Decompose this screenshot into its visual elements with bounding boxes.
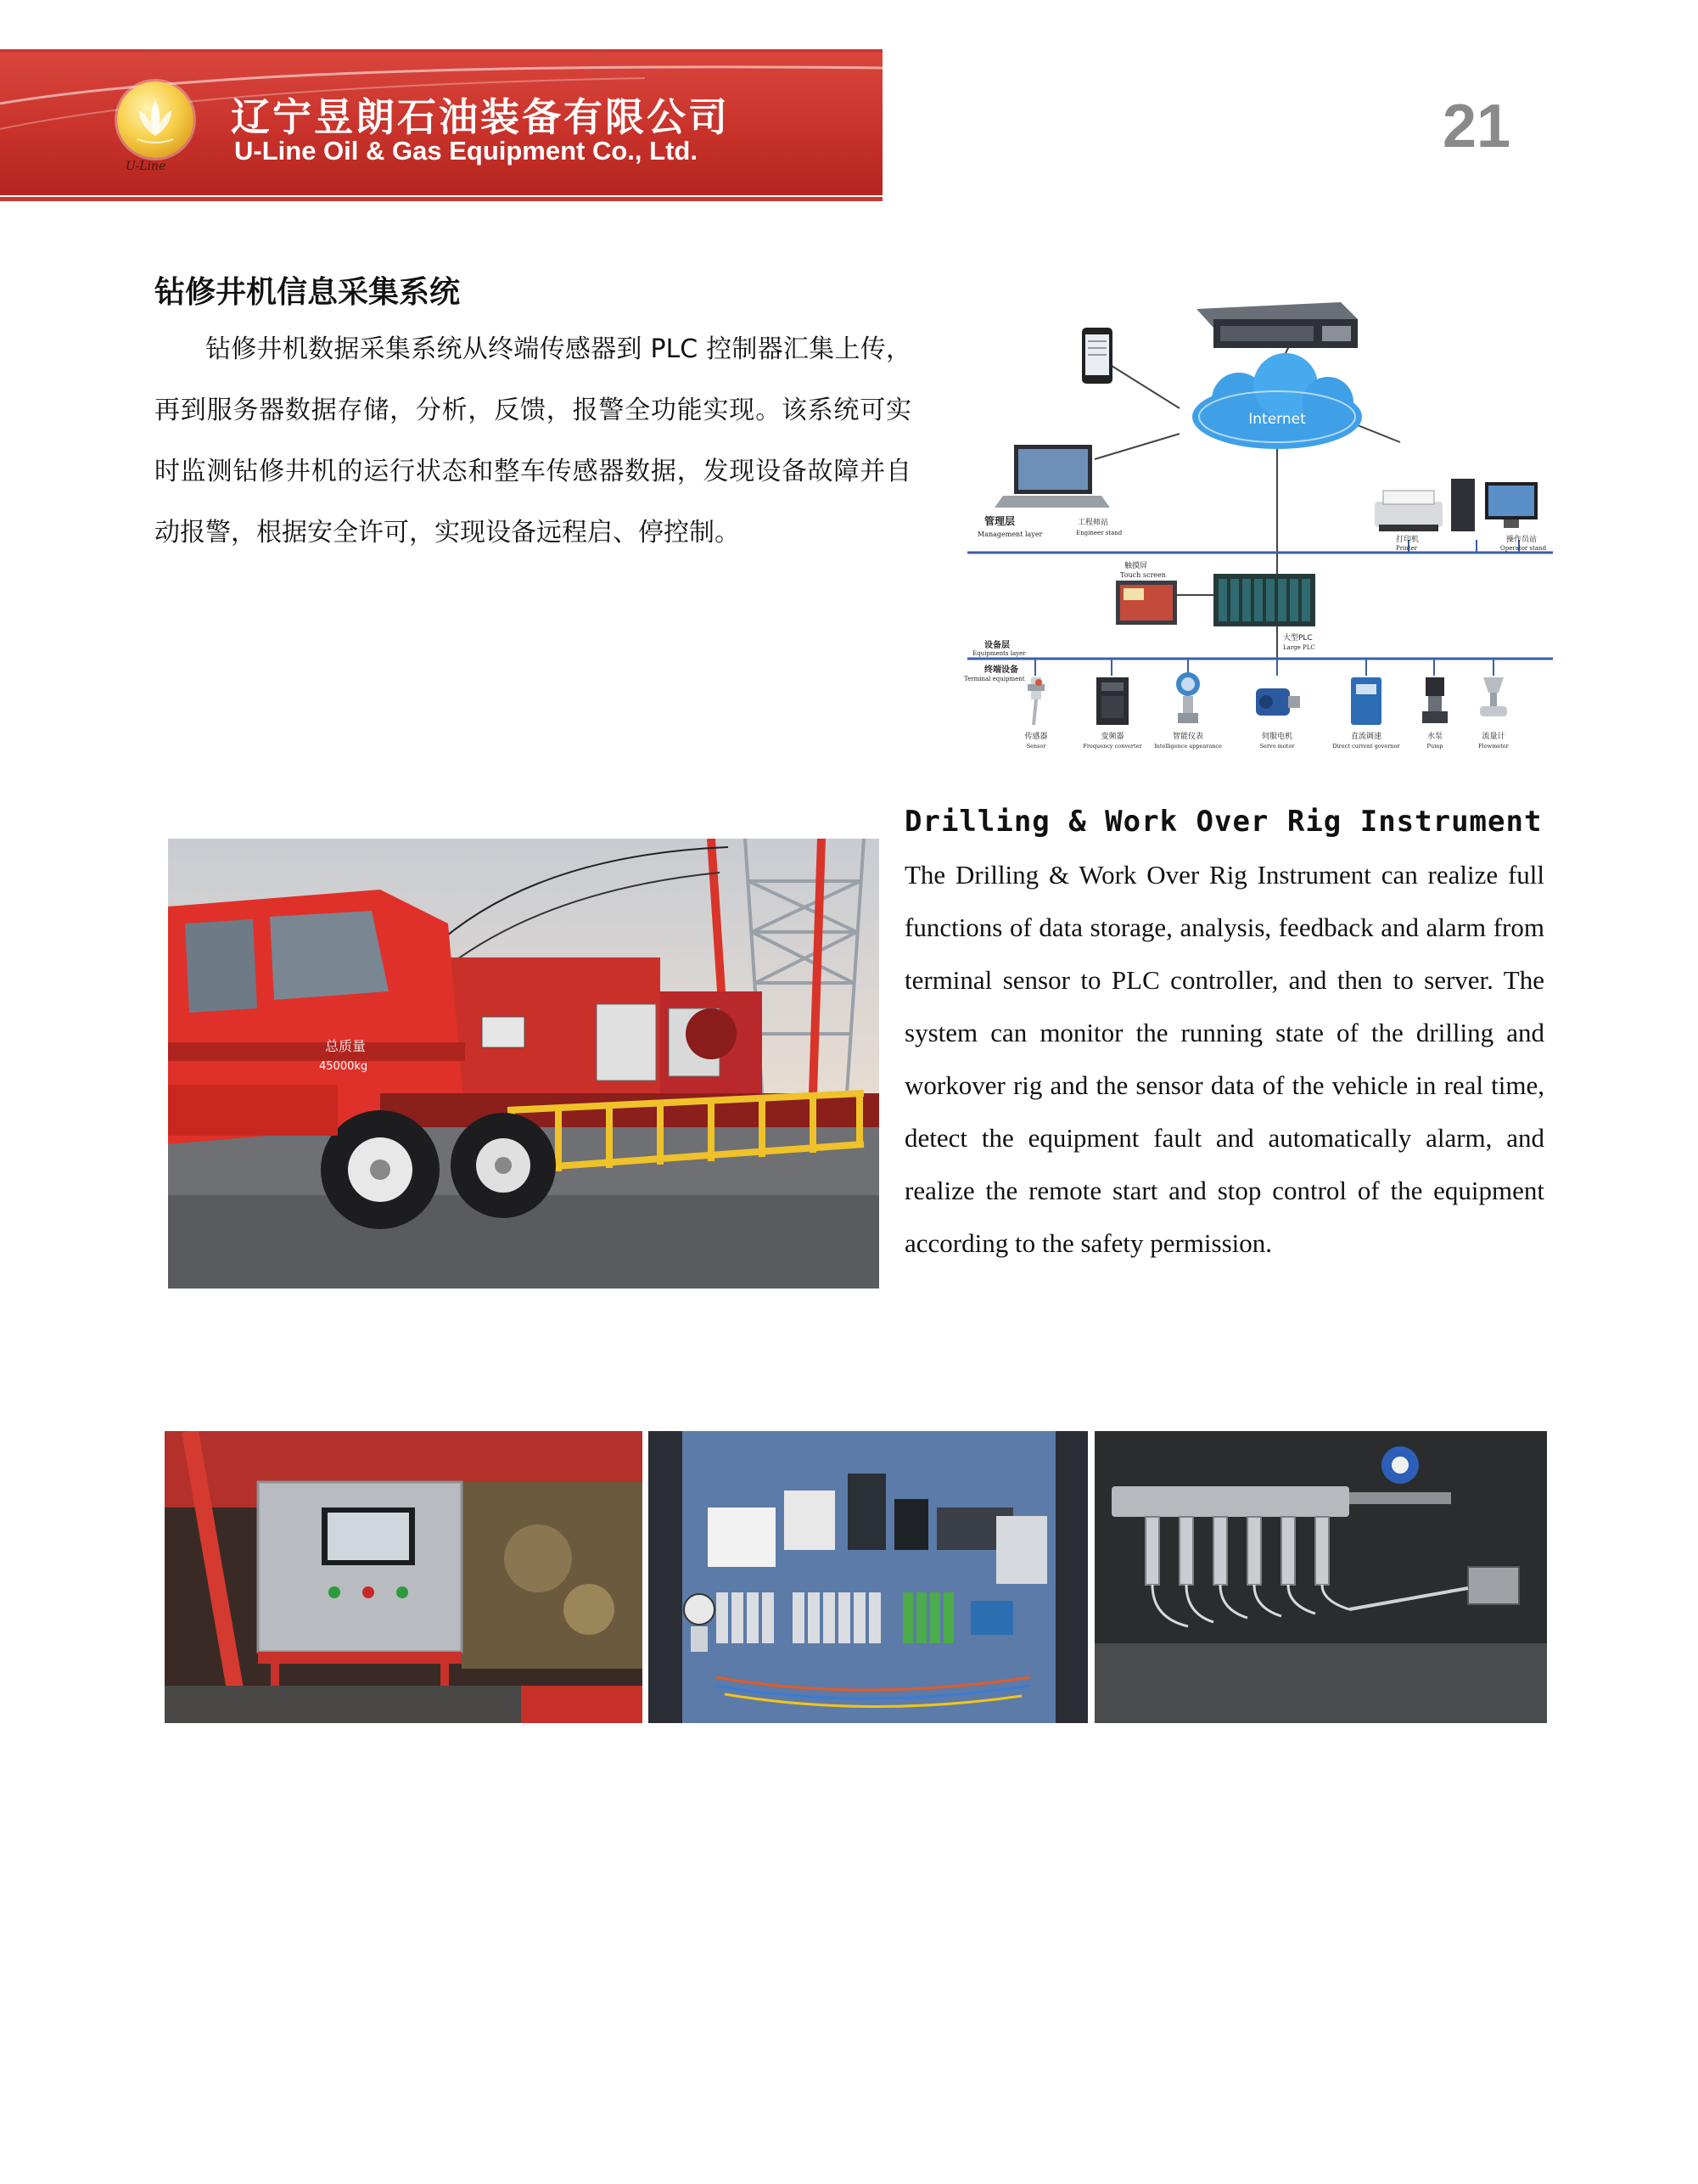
device-label-en: Intelligence appearance: [1154, 743, 1222, 750]
frequency-converter-icon: [1096, 677, 1129, 725]
terminal-equipment-en: Terminal equipment: [964, 676, 1025, 682]
plc-en: Large PLC: [1283, 644, 1315, 651]
device-label-en: Direct current governor: [1332, 743, 1400, 750]
dc-governor-icon: [1351, 677, 1381, 725]
device-label-cn: 流量计: [1482, 733, 1505, 741]
rig-truck-photo: [168, 839, 879, 1289]
control-panel-photo: [165, 1431, 642, 1723]
management-layer-en: Management layer: [978, 531, 1043, 538]
sensor-manifold-photo: [1095, 1431, 1547, 1723]
en-section-body: The Drilling & Work Over Rig Instrument can realize full functions of data storage, analysis, feedback and alarm from terminal sensor to PLC controller, and then to server. The system can monitor the running state of the drilling and workover rig and the sensor data of the vehicle in real time, detect the equipment fault and automatically alarm, and realize the remote start and stop control of the equipment according to the safety permission.: [905, 860, 1544, 1258]
device-label-cn: 伺服电机: [1261, 733, 1293, 741]
lotus-icon: [117, 81, 193, 158]
printer-cn: 打印机: [1396, 536, 1420, 544]
page-number: 21: [1443, 93, 1511, 160]
logo-script-text: U-Line: [126, 160, 166, 173]
plc-cn: 大型PLC: [1283, 634, 1313, 643]
operator-stand-cn: 操作员站: [1506, 536, 1538, 544]
company-name-en: U-Line Oil & Gas Equipment Co., Ltd.: [234, 136, 698, 166]
truck-door-text: 总质量: [325, 1038, 367, 1054]
touch-screen-cn: 触摸屏: [1124, 562, 1148, 570]
equipment-layer-en: Equipments layer: [972, 650, 1026, 657]
device-label-cn: 智能仪表: [1172, 733, 1204, 741]
engineer-stand-cn: 工程师站: [1078, 519, 1109, 527]
truck-door-text: 45000kg: [319, 1060, 368, 1073]
device-label-cn: 水泵: [1426, 733, 1443, 741]
device-label-cn: 变频器: [1101, 733, 1124, 741]
terminal-equipment-cn: 终端设备: [984, 665, 1018, 675]
cn-section-body: 钻修井机数据采集系统从终端传感器到 PLC 控制器汇集上传，再到服务器数据存储，分析，反馈，报警全功能实现。该系统可实时监测钻修井机的运行状态和整车传感器数据，发现设备故障并自动报警，根据安全许可，实现设备远程启、停控制。: [154, 334, 911, 547]
device-label-en: Sensor: [1026, 743, 1046, 750]
company-name-cn: 辽宁昱朗石油装备有限公司: [231, 94, 730, 140]
server-icon: [1196, 302, 1358, 348]
cn-section-heading: 钻修井机信息采集系统: [154, 275, 461, 310]
internet-label: Internet: [1248, 411, 1306, 428]
equipment-layer-cn: 设备层: [984, 641, 1010, 650]
company-logo: [117, 81, 193, 158]
operator-stand-en: Operator stand: [1500, 545, 1547, 552]
engineer-stand-en: Engineer stand: [1076, 530, 1123, 536]
device-label-en: Frequency converter: [1083, 743, 1142, 750]
device-label-en: Pump: [1426, 743, 1443, 750]
header-bottom-rule: [0, 197, 883, 201]
touch-screen-en: Touch screen: [1120, 571, 1166, 579]
network-architecture-diagram: [950, 260, 1561, 776]
en-section-heading: Drilling & Work Over Rig Instrument: [905, 805, 1543, 839]
electrical-cabinet-photo: [648, 1431, 1088, 1723]
printer-icon: [1375, 491, 1443, 531]
printer-en: Printer: [1396, 545, 1418, 552]
management-layer-cn: 管理层: [984, 515, 1016, 527]
phone-icon: [1082, 328, 1112, 384]
device-label-en: Servo motor: [1259, 743, 1295, 750]
device-label-en: Flowmeter: [1478, 743, 1509, 750]
plc-rack-icon: [1213, 574, 1315, 626]
device-label-cn: 传感器: [1024, 733, 1048, 741]
device-label-cn: 直流调速: [1350, 733, 1382, 741]
touch-screen-icon: [1116, 581, 1177, 625]
